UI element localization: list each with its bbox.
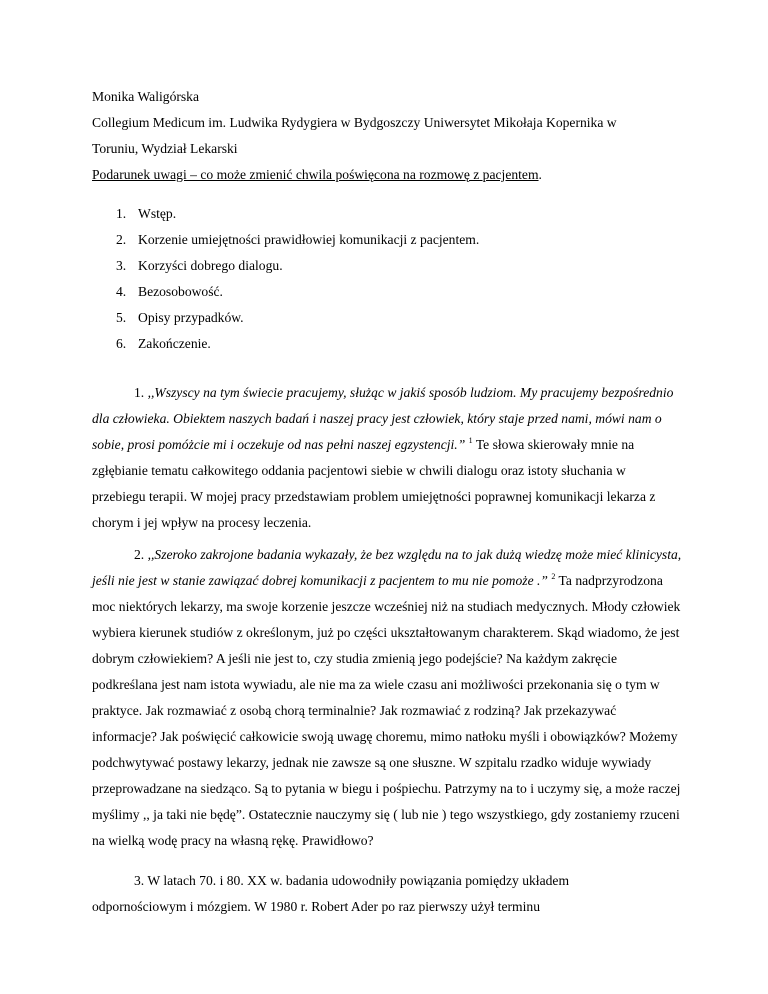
section-2-paragraph (92, 542, 682, 854)
toc-item-label: Opisy przypadków. (138, 310, 244, 325)
section-3-line-1: 3. W latach 70. i 80. XX w. badania udowodniły powiązania pomiędzy układem (134, 873, 570, 888)
document-title-text: Podarunek uwagi – co może zmienić chwila poświęcona na rozmowę z pacjentem (92, 167, 539, 182)
section-3-paragraph (92, 868, 682, 920)
toc-item (116, 283, 223, 300)
document-title (92, 166, 542, 183)
footnote-marker-2: 2 (551, 572, 556, 581)
section-1-lead: 1. (134, 385, 148, 400)
section-2-quote: ,,Szeroko zakrojone badania wykazały, że bez względu na to jak dużą wiedzę może mieć klinicysta, jeśli nie jest w stanie zawiązać dobrej komunikacji z pacjentem to mu nie pomoże .” (92, 547, 682, 588)
toc-item (116, 309, 244, 326)
affiliation-line-2: Toruniu, Wydział Lekarski (92, 141, 238, 156)
toc-item (116, 335, 211, 352)
toc-item-label: Korzyści dobrego dialogu. (138, 258, 283, 273)
footnote-marker-1: 1 (468, 436, 473, 445)
toc-item (116, 205, 176, 222)
section-2-lead: 2. (134, 547, 148, 562)
section-3-line-2: odpornościowym i mózgiem. W 1980 r. Robert Ader po raz pierwszy użył terminu (92, 899, 541, 914)
toc-item-number: 3. (116, 258, 127, 273)
toc-item-number: 2. (116, 232, 127, 247)
document-title-period: . (538, 167, 542, 182)
section-2-text: Ta nadprzyrodzona moc niektórych lekarzy, ma swoje korzenie jeszcze wcześniej niż na studiach medycznych. Młody człowiek wybiera kierunek studiów z określonym, już po części ukształtowanym charakterem. Skąd wiadomo, że jest dobrym człowiekiem? A jeśli nie jest to, czy studia zmienią jego podejście? Na każdym zakręcie podkreślana jest nam istota wywiadu, ale nie ma za wiele czasu ani możliwości przekonania się o tym w praktyce. Jak rozmawiać z osobą chorą terminalnie? Jak rozmawiać z rodziną? Jak przekazywać informacje? Jak poświęcić całkowicie swoją uwagę choremu, mimo natłoku myśli i obowiązków? Możemy podchwytywać postawy lekarzy, jednak nie zawsze są one słuszne. W szpitalu rzadko widuje wywiady przeprowadzane na siedząco. Są to pytania w biegu i pośpiechu. Patrzymy na to i uczymy się, a może raczej myślimy ,, ja taki nie będę”. Ostatecznie nauczymy się ( lub nie ) tego wszystkiego, gdy zostaniemy rzuceni na wielką wodę pracy na własną rękę. Prawidłowo? (92, 573, 681, 848)
toc-item-label: Korzenie umiejętności prawidłowiej komunikacji z pacjentem. (138, 232, 480, 247)
author-name: Monika Waligórska (92, 89, 200, 104)
toc-item-number: 1. (116, 206, 127, 221)
affiliation-line-1: Collegium Medicum im. Ludwika Rydygiera w Bydgoszczy Uniwersytet Mikołaja Kopernika w (92, 115, 617, 130)
toc-item-number: 6. (116, 336, 127, 351)
toc-item-number: 5. (116, 310, 127, 325)
toc-item-label: Wstęp. (138, 206, 177, 221)
toc-item-number: 4. (116, 284, 127, 299)
toc-item-label: Zakończenie. (138, 336, 211, 351)
section-1-text: Te słowa skierowały mnie na zgłębianie tematu całkowitego oddania pacjentowi siebie w chwili dialogu oraz istoty słuchania w przebiegu terapii. W mojej pracy przedstawiam problem umiejętności poprawnej komunikacji lekarza z chorym i jej wpływ na procesy leczenia. (92, 437, 656, 530)
toc-item (116, 231, 479, 248)
toc-item-label: Bezosobowość. (138, 284, 223, 299)
toc-item (116, 257, 283, 274)
section-1-quote: ,,Wszyscy na tym świecie pracujemy, służąc w jakiś sposób ludziom. My pracujemy bezpośrednio dla człowieka. Obiektem naszych badań i naszej pracy jest człowiek, który staje przed nami, mówi nam o sobie, prosi pomóżcie mi i oczekuje od nas pełni naszej egzystencji.” (92, 385, 674, 452)
section-1-paragraph (92, 380, 682, 536)
